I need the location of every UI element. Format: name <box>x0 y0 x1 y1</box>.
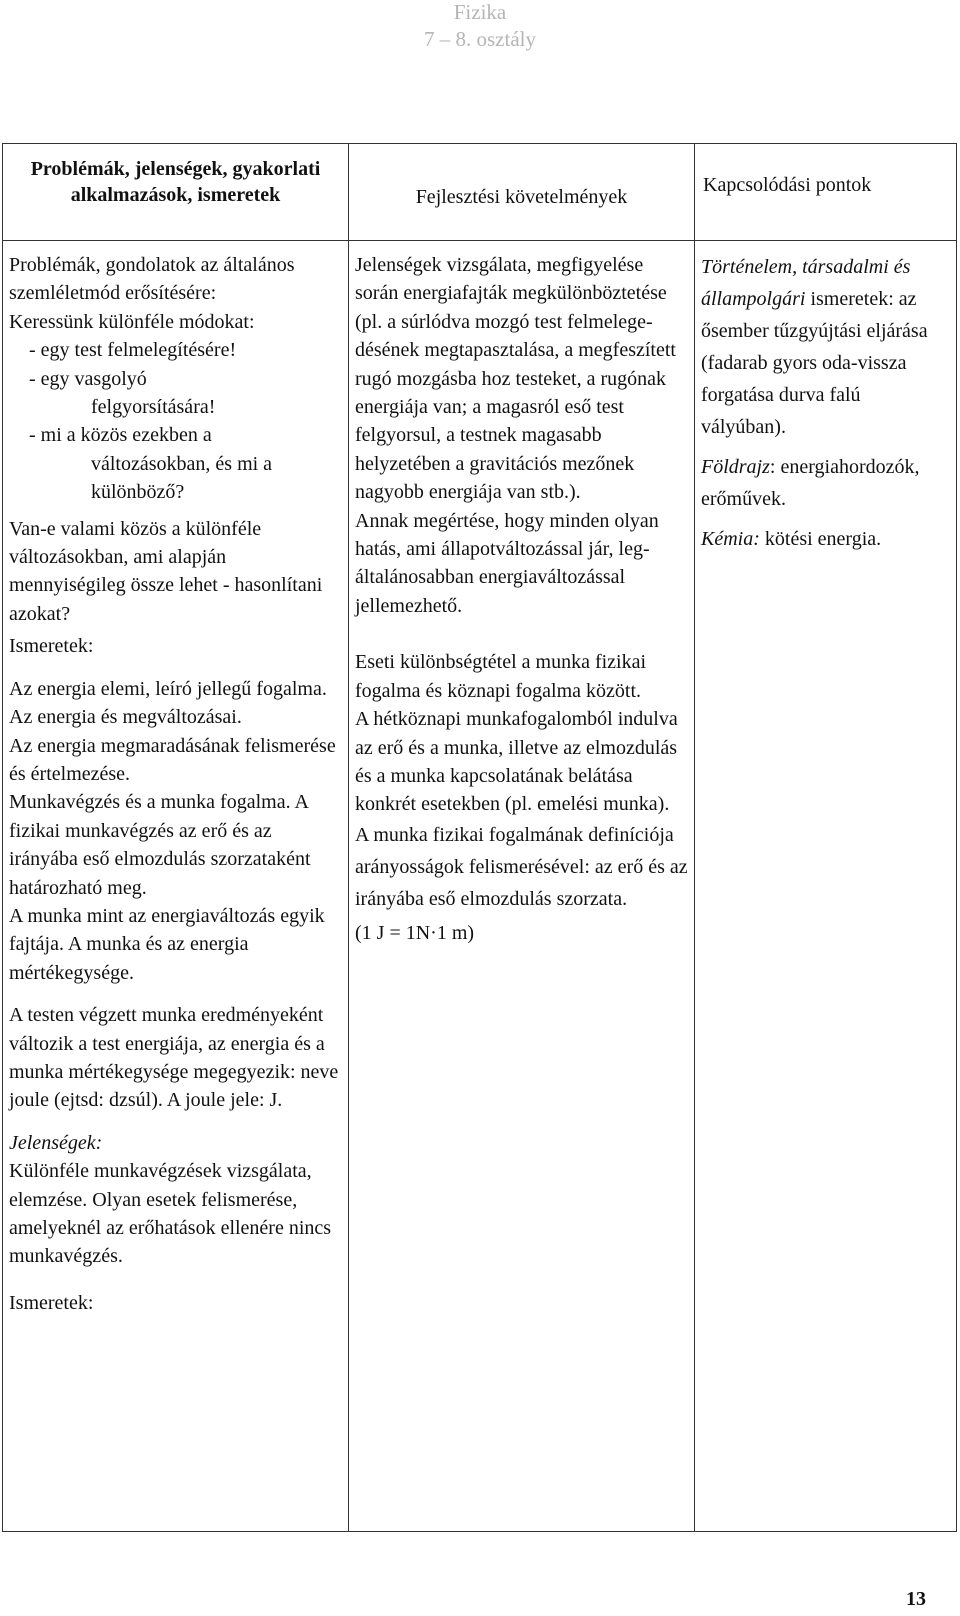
connection-text: kötési energia. <box>759 528 882 550</box>
list-item: - mi a közös ezekben a <box>29 424 212 447</box>
subject-name: Történelem, társadalmi és állampolgári <box>701 256 911 310</box>
header-subject: Fizika <box>453 0 507 24</box>
formula: (1 J = 1N·1 m) <box>355 921 475 944</box>
connection-geography <box>701 451 950 515</box>
list-item-continuation: felgyorsítására! <box>91 396 216 419</box>
table-header-row <box>3 144 957 241</box>
section-label-phenomena: Jelenségek: <box>9 1131 103 1154</box>
list-item: - egy test felmelegítésére! <box>29 339 237 362</box>
connection-chemistry <box>701 523 950 555</box>
section-label-knowledge: Ismeretek: <box>9 1291 94 1314</box>
connection-text: ismeretek: az ősember tűzgyújtási eljárása (fadarab gyors oda-vissza forgatása durva falú vályúban). <box>701 288 928 438</box>
column-header-requirements: Fejlesztési követelmények <box>349 144 695 241</box>
requirement-paragraph: Annak megértése, hogy minden olyan hatás, ami állapotváltozással jár, leg-általánosabban energiaváltozással jellemezhető. <box>355 509 659 617</box>
list-item-continuation: különböző? <box>91 481 185 504</box>
curriculum-table <box>2 143 957 1532</box>
knowledge-paragraph: Az energia elemi, leíró jellegű fogalma. Az energia és megváltozásai. <box>9 677 327 729</box>
problems-cell <box>3 241 349 1532</box>
knowledge-paragraph: Az energia megmaradásának felismerése és értelmezése. <box>9 734 336 785</box>
requirements-cell <box>349 241 695 1532</box>
knowledge-paragraph: A munka mint az energiaváltozás egyik fajtája. A munka és az energia mértékegysége. <box>9 904 325 984</box>
subject-name: Földrajz <box>701 456 770 478</box>
question-paragraph: Van-e valami közös a különféle változásokban, ami alapján mennyiségileg össze lehet - hasonlítani azokat? <box>9 517 323 625</box>
list-item-continuation: változásokban, és mi a <box>91 452 273 475</box>
header-grade: 7 – 8. osztály <box>424 27 536 51</box>
page-number: 13 <box>906 1588 926 1610</box>
column-header-connections: Kapcsolódási pontok <box>695 144 957 241</box>
subject-name: Kémia: <box>701 528 760 550</box>
phenomena-paragraph: Különféle munkavégzések vizsgálata, elemzése. Olyan esetek felismerése, amelyeknél az erőhatások ellenére nincs munkavégzés. <box>9 1160 332 1268</box>
prompt-paragraph: Keressünk különféle módokat: <box>9 310 255 333</box>
intro-paragraph: Problémák, gondolatok az általános szemléletmód erősítésére: <box>9 254 295 305</box>
connections-cell <box>695 241 957 1532</box>
requirement-paragraph: A hétköznapi munkafogalomból indulva az erő és a munka, illetve az elmozdulás és a munka kapcsolatának belátása konkrét esetekben (pl. emelési munka). <box>355 708 678 816</box>
table-row <box>3 241 957 1532</box>
requirement-paragraph: A munka fizikai fogalmának definíciója arányosságok felismerésével: az erő és az irányába eső elmozdulás szorzata. <box>355 823 688 910</box>
knowledge-paragraph: A testen végzett munka eredményeként változik a test energiája, az energia és a munka mértékegysége megegyezik: neve joule (ejtsd: dzsúl). A joule jele: J. <box>9 1004 339 1112</box>
requirement-paragraph: Eseti különbségtétel a munka fizikai fogalma és köznapi fogalma között. <box>355 651 647 702</box>
section-label-knowledge: Ismeretek: <box>9 635 94 658</box>
requirement-paragraph: Jelenségek vizsgálata, megfigyelése során energiafajták megkülönböztetése (pl. a súrlódva mozgó test felmelege-désének megtapasztalása, a megfeszített rugó mozgásba hoz testeket, a rugónak energiája van; a magasról eső test felgyorsul, a testnek magasabb helyzetében a gravitációs mezőnek nagyobb energiája van stb.). <box>355 254 676 504</box>
column-header-problems: Problémák, jelenségek, gyakorlati alkalmazások, ismeretek <box>3 144 349 241</box>
connection-text: : energiahordozók, erőművek. <box>701 456 920 510</box>
knowledge-paragraph: Munkavégzés és a munka fogalma. A fizikai munkavégzés az erő és az irányába eső elmozdulás szorzataként határozható meg. <box>9 791 311 899</box>
connection-history <box>701 251 950 443</box>
list-item: - egy vasgolyó <box>29 367 147 390</box>
